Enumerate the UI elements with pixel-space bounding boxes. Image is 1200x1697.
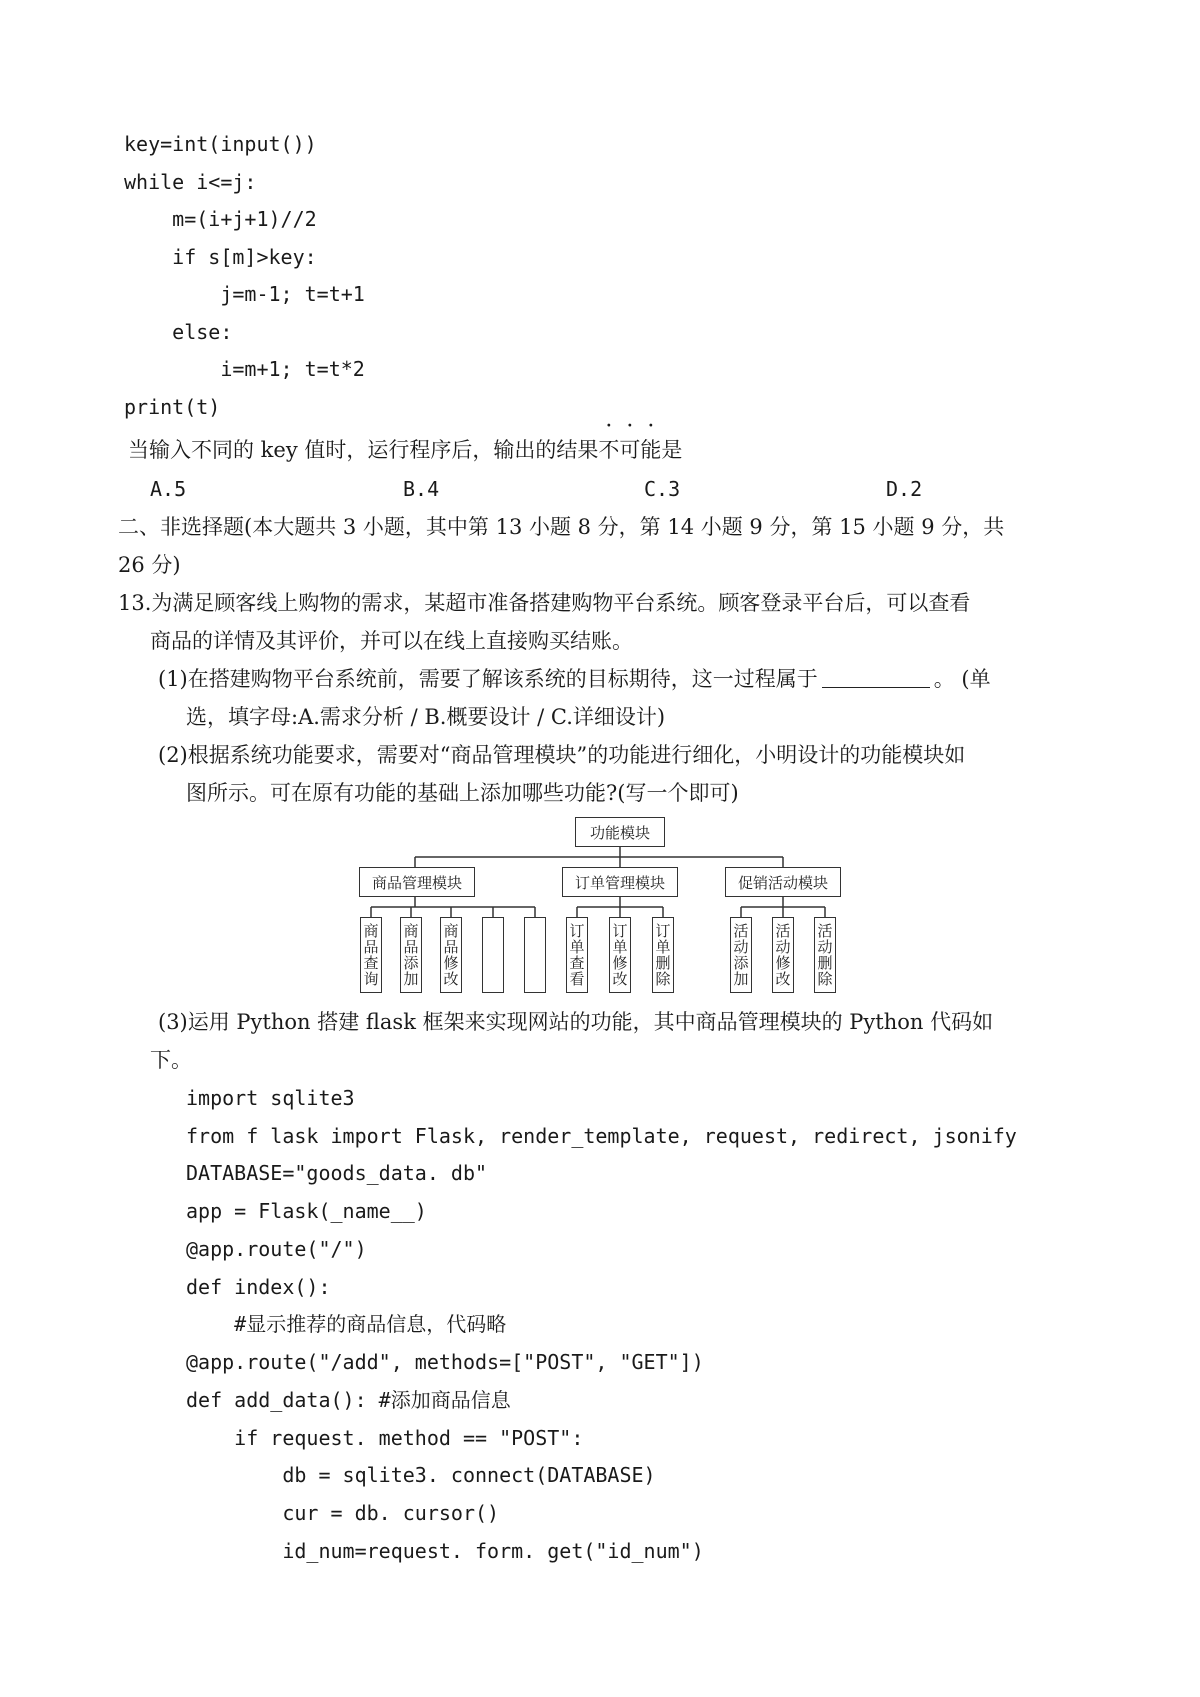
stem-text: 当输入不同的 key 值时，运行程序后，输出的结果 [128,438,599,462]
code-line: db = sqlite3. connect(DATABASE) [186,1463,656,1487]
code-line: else: [124,320,233,344]
question-stem [128,438,682,462]
question-13-stem-cont: 商品的详情及其评价，并可以在线上直接购买结账。 [150,629,633,653]
module-goods: 商品管理模块 [359,867,475,897]
option-a: A.5 [150,477,187,501]
leaf-order-view: 订单查看 [566,917,588,993]
code-line: while i<=j: [124,170,257,194]
code-line: from f lask import Flask, render_template, request, redirect, jsonify [186,1124,1017,1148]
leaf-promo-add: 活动添加 [730,917,752,993]
question-13-stem: 13.为满足顾客线上购物的需求，某超市准备搭建购物平台系统。顾客登录平台后，可以查看 [118,591,971,615]
module-promotions: 促销活动模块 [725,867,841,897]
emphasis-char: 不 [598,438,620,462]
module-orders: 订单管理模块 [562,867,678,897]
code-line: def index(): [186,1275,331,1299]
code-line: print(t) [124,395,221,419]
section-heading-cont: 26 分) [118,553,181,577]
question-13-part1 [158,667,991,691]
leaf-promo-delete: 活动删除 [814,917,836,993]
function-module-diagram [355,805,835,995]
diagram-root: 功能模块 [575,817,665,847]
option-d: D.2 [886,477,923,501]
leaf-order-delete: 订单删除 [652,917,674,993]
emphasis-char: 可 [619,438,641,462]
question-13-part3-cont: 下。 [150,1048,192,1072]
code-line: if s[m]>key: [124,245,317,269]
question-13-part3: (3)运用 Python 搭建 flask 框架来实现网站的功能，其中商品管理模块的 Python 代码如 [158,1010,994,1034]
leaf-goods-add: 商品添加 [400,917,422,993]
question-13-part2: (2)根据系统功能要求，需要对“商品管理模块”的功能进行细化，小明设计的功能模块如 [158,743,966,767]
code-line: app = Flask(_name__) [186,1199,427,1223]
code-line: def add_data(): #添加商品信息 [186,1388,511,1412]
part-text: (1)在搭建购物平台系统前，需要了解该系统的目标期待，这一过程属于 [158,667,818,691]
code-line: @app.route("/add", methods=["POST", "GET"]) [186,1350,704,1374]
section-heading: 二、非选择题(本大题共 3 小题，其中第 13 小题 8 分，第 14 小题 9 分，第 15 小题 9 分，共 [118,515,1005,539]
leaf-blank[interactable] [524,917,546,993]
leaf-goods-edit: 商品修改 [440,917,462,993]
leaf-promo-edit: 活动修改 [772,917,794,993]
question-13-part2-cont: 图所示。可在原有功能的基础上添加哪些功能?(写一个即可) [186,781,739,805]
code-line: DATABASE="goods_data. db" [186,1161,488,1185]
code-line: i=m+1; t=t*2 [124,357,365,381]
code-line: j=m-1; t=t+1 [124,282,365,306]
code-line: cur = db. cursor() [186,1501,500,1525]
question-13-part1-options: 选，填字母:A.需求分析 / B.概要设计 / C.详细设计) [186,705,666,729]
code-line: import sqlite3 [186,1086,355,1110]
code-line: id_num=request. form. get("id_num") [186,1539,704,1563]
part-text: 。 (单 [933,667,991,691]
code-line: m=(i+j+1)//2 [124,207,317,231]
code-line: #显示推荐的商品信息，代码略 [186,1312,507,1336]
answer-blank[interactable] [822,669,930,688]
leaf-order-edit: 订单修改 [609,917,631,993]
code-line: @app.route("/") [186,1237,367,1261]
code-line: if request. method == "POST": [186,1426,584,1450]
leaf-goods-query: 商品查询 [360,917,382,993]
stem-text: 是 [661,438,683,462]
emphasis-char: 能 [640,438,662,462]
leaf-blank[interactable] [482,917,504,993]
option-c: C.3 [644,477,681,501]
code-line: key=int(input()) [124,132,317,156]
option-b: B.4 [403,477,440,501]
